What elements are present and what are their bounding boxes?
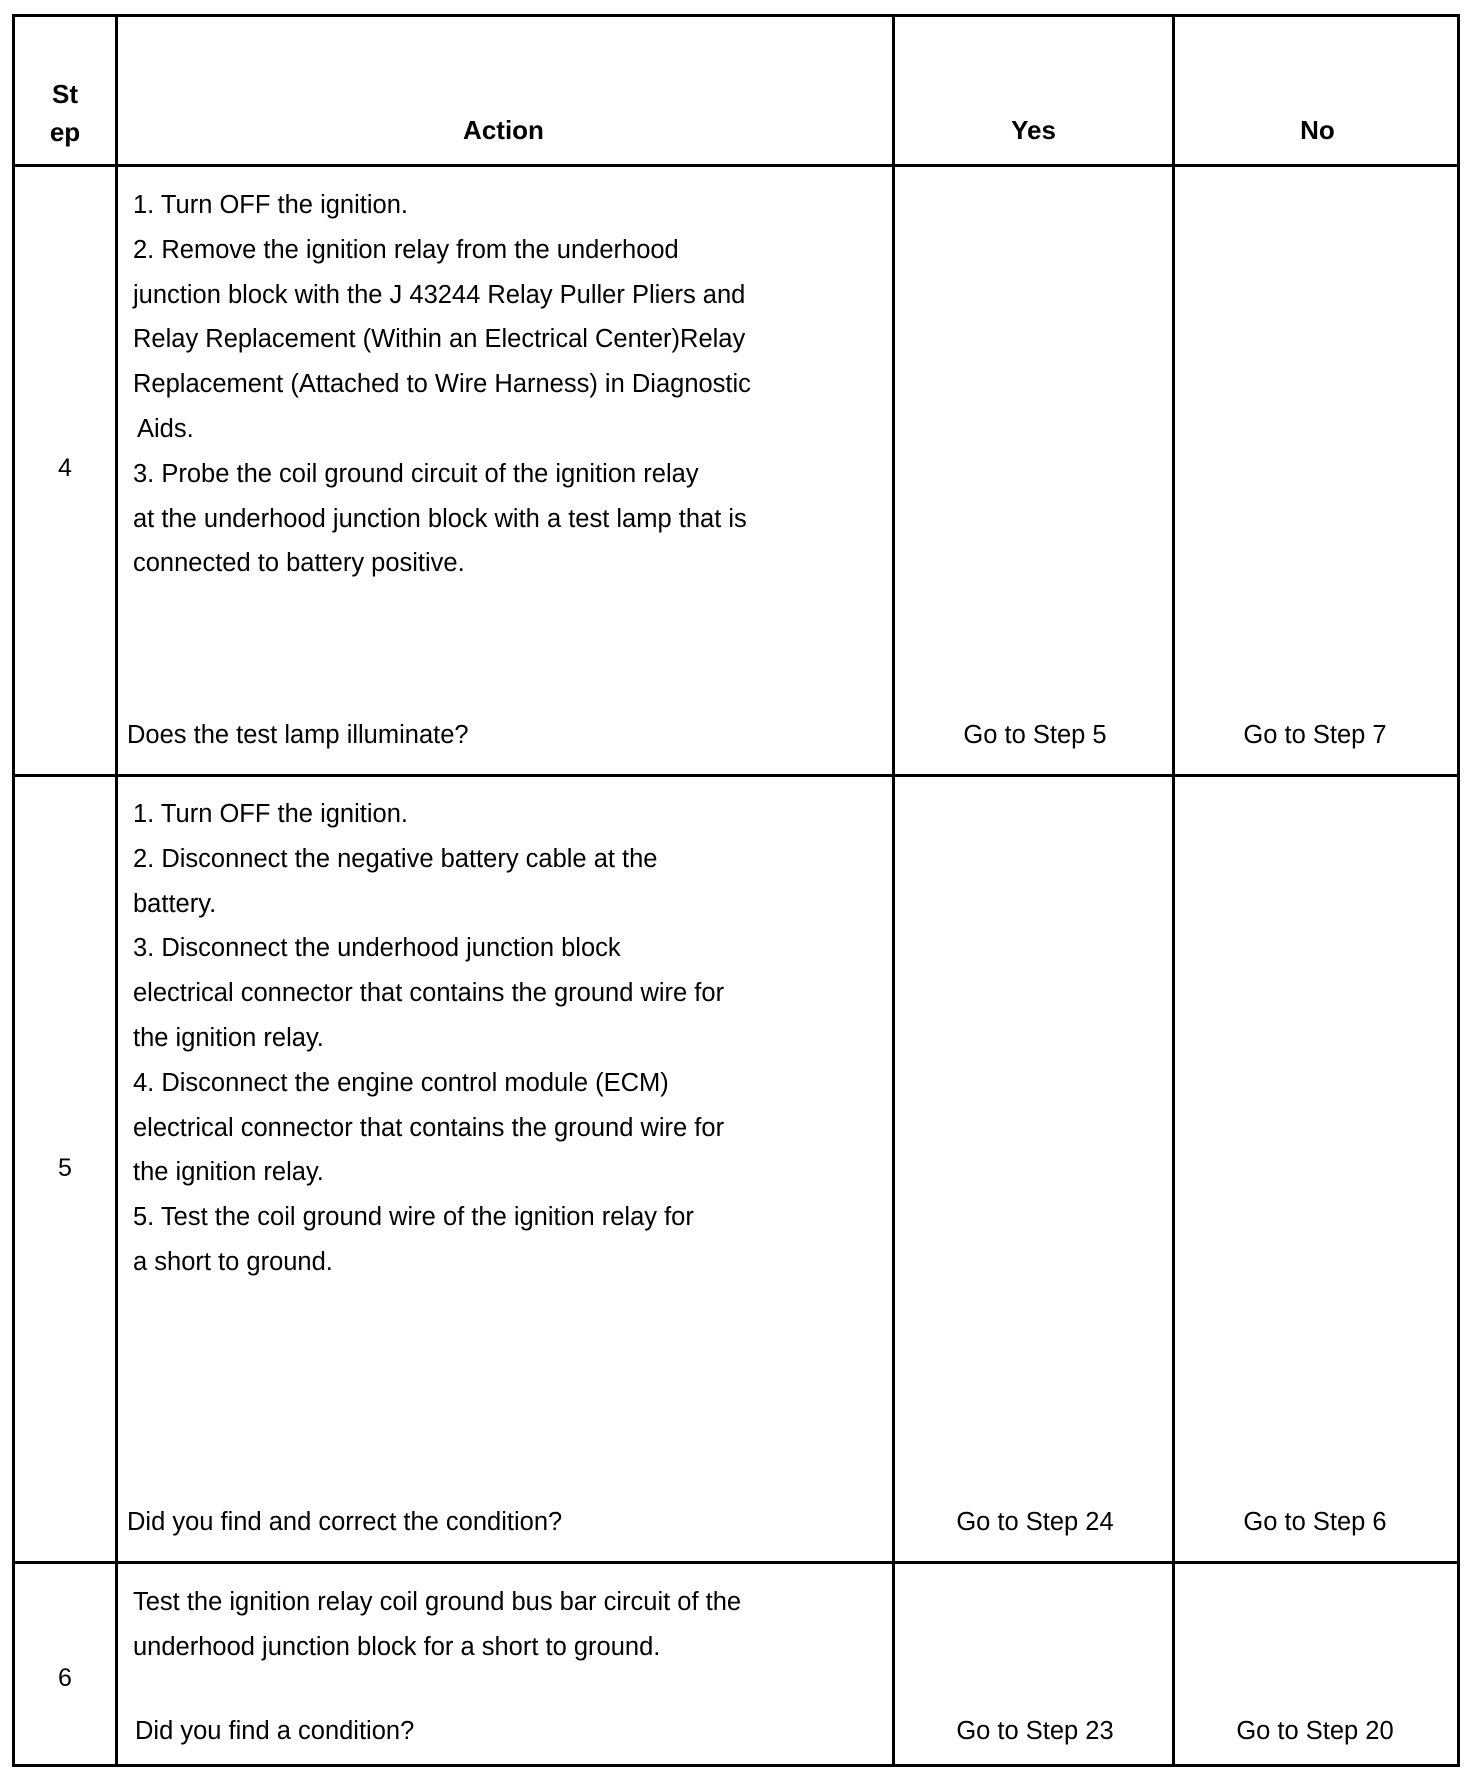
header-no: No bbox=[1300, 115, 1335, 145]
yes-result: Go to Step 24 bbox=[956, 1508, 1114, 1536]
action-text bbox=[133, 792, 833, 1285]
diagnostic-table bbox=[12, 14, 1460, 1767]
action-line: Aids. bbox=[137, 414, 194, 443]
action-line: the ignition relay. bbox=[133, 1023, 324, 1052]
row-divider bbox=[15, 164, 1457, 167]
action-line: 1. Turn OFF the ignition. bbox=[133, 191, 408, 219]
action-question: Does the test lamp illuminate? bbox=[127, 721, 469, 749]
yes-result: Go to Step 5 bbox=[963, 721, 1107, 749]
action-line: Relay Replacement (Within an Electrical Center)Relay bbox=[133, 325, 746, 354]
header-step-line2: ep bbox=[49, 117, 81, 147]
column-divider bbox=[1172, 17, 1175, 1764]
action-line: electrical connector that contains the ground wire for bbox=[133, 1113, 725, 1142]
action-line: at the underhood junction block with a test lamp that is bbox=[133, 504, 747, 533]
no-result: Go to Step 20 bbox=[1236, 1717, 1394, 1745]
action-line: electrical connector that contains the ground wire for bbox=[133, 979, 725, 1008]
row-divider bbox=[15, 1561, 1457, 1564]
action-line: 2. Disconnect the negative battery cable at the bbox=[133, 844, 658, 873]
action-line: 1. Turn OFF the ignition. bbox=[133, 800, 408, 828]
action-line: Replacement (Attached to Wire Harness) in Diagnostic bbox=[133, 370, 751, 399]
no-result: Go to Step 6 bbox=[1243, 1508, 1387, 1536]
no-result: Go to Step 7 bbox=[1243, 721, 1387, 749]
row-divider bbox=[15, 774, 1457, 777]
action-line: 4. Disconnect the engine control module (ECM) bbox=[133, 1068, 669, 1097]
column-divider bbox=[892, 17, 895, 1764]
action-line: Test the ignition relay coil ground bus bar circuit of the bbox=[133, 1588, 742, 1616]
header-step bbox=[15, 75, 115, 151]
action-line: battery. bbox=[133, 889, 217, 918]
action-text bbox=[133, 183, 833, 586]
action-line: 2. Remove the ignition relay from the underhood bbox=[133, 235, 679, 264]
step-number: 5 bbox=[58, 1154, 72, 1182]
action-line: junction block with the J 43244 Relay Puller Pliers and bbox=[133, 280, 746, 309]
step-number: 4 bbox=[58, 454, 72, 482]
column-divider bbox=[115, 17, 118, 1764]
step-number: 6 bbox=[58, 1664, 72, 1692]
action-line: 3. Disconnect the underhood junction block bbox=[133, 934, 621, 963]
action-line: 3. Probe the coil ground circuit of the ignition relay bbox=[133, 459, 699, 488]
header-step-line1: St bbox=[52, 79, 78, 109]
header-yes: Yes bbox=[1011, 115, 1056, 145]
action-line: underhood junction block for a short to ground. bbox=[133, 1632, 661, 1661]
action-question: Did you find a condition? bbox=[135, 1717, 415, 1745]
action-line: a short to ground. bbox=[133, 1247, 333, 1276]
action-line: the ignition relay. bbox=[133, 1158, 324, 1187]
action-line: 5. Test the coil ground wire of the ignition relay for bbox=[133, 1203, 694, 1232]
yes-result: Go to Step 23 bbox=[956, 1717, 1114, 1745]
action-line: connected to battery positive. bbox=[133, 549, 465, 578]
header-action: Action bbox=[463, 115, 544, 145]
action-question: Did you find and correct the condition? bbox=[127, 1508, 563, 1536]
action-text bbox=[133, 1580, 833, 1670]
